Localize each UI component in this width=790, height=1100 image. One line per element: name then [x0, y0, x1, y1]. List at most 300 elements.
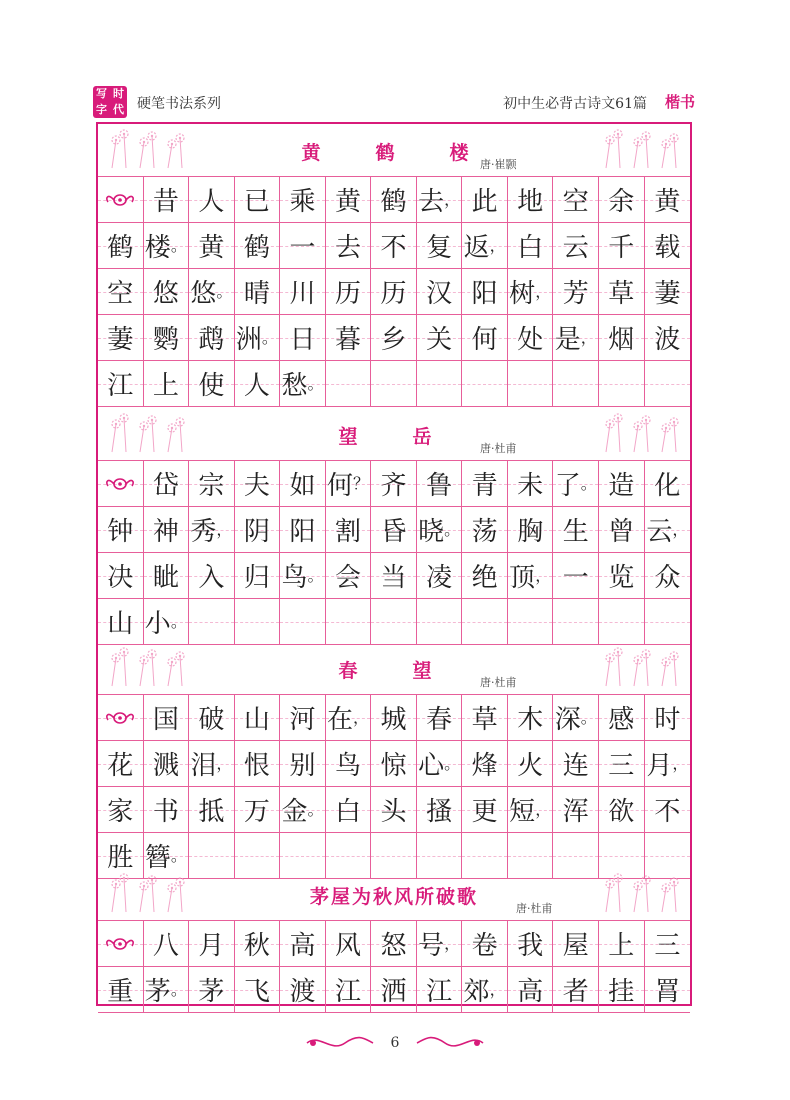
character: 去: [335, 233, 362, 263]
grid-cell: [98, 361, 144, 406]
grid-cell: [235, 921, 281, 966]
practice-grid: [98, 920, 690, 1013]
character: 萋: [654, 279, 681, 309]
grid-cell: [553, 599, 599, 644]
character: 钟: [107, 517, 134, 547]
grid-cell: [462, 553, 508, 598]
character: 家: [107, 797, 134, 827]
grid-cell: [553, 553, 599, 598]
character: 乘: [289, 187, 316, 217]
grid-row: [98, 967, 690, 1013]
character: 者: [562, 977, 589, 1007]
grid-cell: [144, 461, 190, 506]
character: 千: [608, 233, 635, 263]
punctuation-mark: ，: [580, 327, 597, 347]
grid-cell: [280, 553, 326, 598]
right-swirl-ornament-icon: [415, 1035, 485, 1051]
practice-grid: [98, 176, 690, 407]
grid-cell: [462, 967, 508, 1012]
grid-cell: [508, 223, 554, 268]
grid-cell: [417, 361, 463, 406]
punctuation-mark: ，: [672, 519, 689, 539]
character: 八: [152, 931, 179, 961]
grid-cell: [599, 921, 645, 966]
grid-cell: [371, 741, 417, 786]
grid-cell: [98, 599, 144, 644]
character: 入: [198, 563, 225, 593]
poem-author: 唐·杜甫: [480, 676, 517, 689]
grid-row: [98, 507, 690, 553]
grid-cell: [553, 269, 599, 314]
grid-cell: [599, 967, 645, 1012]
punctuation-mark: 。: [580, 707, 597, 727]
logo-char: 时: [113, 87, 124, 100]
grid-cell: [235, 507, 281, 552]
grid-cell: [553, 921, 599, 966]
copybook-frame: [96, 122, 692, 1006]
character: 愁: [281, 371, 308, 401]
character: 暮: [335, 325, 362, 355]
grid-cell: [371, 921, 417, 966]
grid-cell: [144, 361, 190, 406]
character: 齐: [380, 471, 407, 501]
grid-cell: [235, 741, 281, 786]
character: 绝: [471, 563, 498, 593]
grid-cell: [645, 921, 691, 966]
grid-cell: [508, 361, 554, 406]
grid-cell: [417, 599, 463, 644]
grid-cell: [144, 921, 190, 966]
grid-cell: [553, 461, 599, 506]
grid-cell: [189, 695, 235, 740]
grid-cell: [371, 269, 417, 314]
grid-cell: [280, 787, 326, 832]
grid-row: [98, 461, 690, 507]
grid-row: [98, 599, 690, 645]
logo-char: 写: [96, 87, 107, 100]
character: 人: [243, 371, 270, 401]
character: 春: [426, 705, 453, 735]
grid-cell: [645, 695, 691, 740]
character: 三: [608, 751, 635, 781]
grid-cell: [189, 599, 235, 644]
grid-cell: [645, 223, 691, 268]
grid-cell: [599, 269, 645, 314]
character: 当: [380, 563, 407, 593]
character: 不: [654, 797, 681, 827]
character: 时: [654, 705, 681, 735]
character: 空: [562, 187, 589, 217]
grid-cell: [462, 461, 508, 506]
punctuation-mark: 。: [170, 611, 187, 631]
grid-cell: [508, 741, 554, 786]
grid-cell: [280, 741, 326, 786]
character: 月: [646, 751, 673, 781]
character: 火: [517, 751, 544, 781]
character: 众: [654, 563, 681, 593]
practice-grid: [98, 460, 690, 645]
character: 岱: [152, 471, 179, 501]
grid-cell: [508, 315, 554, 360]
grid-cell: [553, 223, 599, 268]
grid-cell: [326, 553, 372, 598]
character: 风: [335, 931, 362, 961]
character: 何: [326, 471, 353, 501]
logo-char: 字: [96, 103, 107, 116]
grid-cell: [189, 315, 235, 360]
punctuation-mark: 。: [580, 473, 597, 493]
grid-cell: [98, 461, 144, 506]
character: 连: [562, 751, 589, 781]
grid-cell: [553, 741, 599, 786]
grid-cell: [98, 695, 144, 740]
character: 昔: [152, 187, 179, 217]
character: 云: [562, 233, 589, 263]
character: 罥: [654, 977, 681, 1007]
grid-cell: [235, 315, 281, 360]
grid-cell: [417, 223, 463, 268]
grid-cell: [235, 787, 281, 832]
punctuation-mark: 。: [170, 979, 187, 999]
grid-cell: [645, 787, 691, 832]
character: 宗: [198, 471, 225, 501]
character: 别: [289, 751, 316, 781]
grid-cell: [189, 461, 235, 506]
grid-cell: [98, 967, 144, 1012]
grid-cell: [280, 315, 326, 360]
grid-cell: [189, 921, 235, 966]
character: 深: [554, 705, 581, 735]
grid-cell: [371, 967, 417, 1012]
practice-grid: [98, 694, 690, 879]
character: 历: [380, 279, 407, 309]
grid-cell: [553, 177, 599, 222]
punctuation-mark: ，: [535, 565, 552, 585]
character: 是: [554, 325, 581, 355]
character: 号: [418, 931, 445, 961]
scroll-ornament-icon: [104, 934, 136, 954]
script-style-label: 楷书: [664, 93, 695, 111]
punctuation-mark: 。: [444, 753, 461, 773]
character: 江: [426, 977, 453, 1007]
character: 历: [335, 279, 362, 309]
grid-cell: [417, 315, 463, 360]
grid-cell: [144, 507, 190, 552]
character: 返: [463, 233, 490, 263]
scroll-ornament-icon: [104, 474, 136, 494]
character: 悠: [152, 279, 179, 309]
character: 地: [517, 187, 544, 217]
grid-cell: [144, 177, 190, 222]
poem-title: 望 岳: [338, 426, 450, 448]
grid-cell: [189, 553, 235, 598]
character: 使: [198, 371, 225, 401]
grid-cell: [371, 315, 417, 360]
grid-row: [98, 787, 690, 833]
character: 白: [517, 233, 544, 263]
punctuation-mark: ，: [444, 933, 461, 953]
character: 渡: [289, 977, 316, 1007]
grid-cell: [645, 461, 691, 506]
grid-cell: [189, 507, 235, 552]
character: 感: [608, 705, 635, 735]
grid-cell: [508, 461, 554, 506]
grid-cell: [462, 787, 508, 832]
punctuation-mark: ，: [535, 281, 552, 301]
grid-cell: [508, 177, 554, 222]
punctuation-mark: 。: [170, 235, 187, 255]
grid-cell: [417, 177, 463, 222]
punctuation-mark: ，: [216, 753, 233, 773]
character: 青: [471, 471, 498, 501]
character: 眦: [152, 563, 179, 593]
grid-cell: [645, 361, 691, 406]
poem-title-band: [98, 868, 690, 920]
punctuation-mark: ，: [353, 707, 370, 727]
grid-cell: [599, 223, 645, 268]
character: 书: [152, 797, 179, 827]
grid-cell: [417, 921, 463, 966]
character: 洒: [380, 977, 407, 1007]
character: 金: [281, 797, 308, 827]
character: 更: [471, 797, 498, 827]
character: 高: [517, 977, 544, 1007]
character: 凌: [426, 563, 453, 593]
character: 何: [471, 325, 498, 355]
grid-cell: [599, 361, 645, 406]
punctuation-mark: 。: [307, 373, 324, 393]
grid-cell: [371, 695, 417, 740]
punctuation-mark: 。: [307, 565, 324, 585]
grid-cell: [645, 177, 691, 222]
grid-cell: [553, 315, 599, 360]
page-number: 6: [390, 1034, 400, 1051]
character: 木: [517, 705, 544, 735]
grid-cell: [599, 553, 645, 598]
grid-cell: [280, 461, 326, 506]
grid-cell: [645, 967, 691, 1012]
character: 洲: [235, 325, 262, 355]
character: 阴: [243, 517, 270, 547]
character: 白: [335, 797, 362, 827]
character: 城: [380, 705, 407, 735]
page-header: [93, 86, 697, 120]
grid-cell: [417, 741, 463, 786]
grid-row: [98, 361, 690, 407]
punctuation-mark: ，: [489, 235, 506, 255]
character: 萋: [107, 325, 134, 355]
character: 归: [243, 563, 270, 593]
grid-cell: [280, 599, 326, 644]
grid-cell: [280, 223, 326, 268]
character: 河: [289, 705, 316, 735]
character: 屋: [562, 931, 589, 961]
grid-cell: [599, 599, 645, 644]
character: 乡: [380, 325, 407, 355]
character: 怒: [380, 931, 407, 961]
grid-cell: [235, 177, 281, 222]
grid-cell: [462, 361, 508, 406]
character: 神: [152, 517, 179, 547]
grid-cell: [235, 553, 281, 598]
grid-cell: [553, 787, 599, 832]
grid-cell: [462, 223, 508, 268]
poem-title: 茅屋为秋风所破歌: [309, 886, 478, 908]
character: 惊: [380, 751, 407, 781]
grid-cell: [144, 695, 190, 740]
grid-cell: [98, 223, 144, 268]
grid-cell: [645, 741, 691, 786]
grid-cell: [189, 967, 235, 1012]
character: 悠: [190, 279, 217, 309]
grid-cell: [462, 177, 508, 222]
grid-cell: [508, 695, 554, 740]
grid-row: [98, 741, 690, 787]
character: 一: [562, 563, 589, 593]
punctuation-mark: 。: [307, 799, 324, 819]
grid-cell: [508, 787, 554, 832]
character: 高: [289, 931, 316, 961]
character: 余: [608, 187, 635, 217]
character: 决: [107, 563, 134, 593]
character: 川: [289, 279, 316, 309]
character: 恨: [243, 751, 270, 781]
grid-cell: [235, 361, 281, 406]
character: 头: [380, 797, 407, 827]
grid-cell: [599, 315, 645, 360]
grid-cell: [599, 741, 645, 786]
punctuation-mark: ，: [216, 519, 233, 539]
grid-cell: [280, 507, 326, 552]
character: 汉: [426, 279, 453, 309]
character: 山: [107, 609, 134, 639]
character: 浑: [562, 797, 589, 827]
grid-cell: [280, 269, 326, 314]
grid-cell: [371, 787, 417, 832]
punctuation-mark: 。: [170, 845, 187, 865]
grid-cell: [645, 553, 691, 598]
series-logo: [93, 86, 127, 118]
grid-cell: [417, 269, 463, 314]
character: 秀: [190, 517, 217, 547]
character: 阳: [471, 279, 498, 309]
character: 造: [608, 471, 635, 501]
character: 万: [243, 797, 270, 827]
character: 览: [608, 563, 635, 593]
character: 曾: [608, 517, 635, 547]
scroll-ornament-icon: [104, 708, 136, 728]
character: 割: [335, 517, 362, 547]
grid-cell: [98, 787, 144, 832]
character: 卷: [471, 931, 498, 961]
character: 化: [654, 471, 681, 501]
character: 载: [654, 233, 681, 263]
character: 茅: [144, 977, 171, 1007]
grid-cell: [326, 599, 372, 644]
grid-cell: [144, 269, 190, 314]
grid-cell: [417, 507, 463, 552]
character: 我: [517, 931, 544, 961]
character: 草: [471, 705, 498, 735]
grid-cell: [235, 695, 281, 740]
grid-cell: [371, 461, 417, 506]
grid-cell: [280, 967, 326, 1012]
grid-row: [98, 269, 690, 315]
left-swirl-ornament-icon: [305, 1035, 375, 1051]
grid-cell: [462, 269, 508, 314]
grid-cell: [462, 921, 508, 966]
grid-cell: [326, 223, 372, 268]
character: 树: [509, 279, 536, 309]
character: 此: [471, 187, 498, 217]
punctuation-mark: 。: [444, 519, 461, 539]
grid-cell: [371, 177, 417, 222]
grid-cell: [417, 553, 463, 598]
grid-cell: [508, 553, 554, 598]
grid-cell: [326, 315, 372, 360]
poem-title-band: [98, 408, 690, 460]
character: 破: [198, 705, 225, 735]
grid-cell: [144, 223, 190, 268]
character: 黄: [654, 187, 681, 217]
grid-cell: [508, 921, 554, 966]
grid-cell: [417, 787, 463, 832]
grid-cell: [371, 599, 417, 644]
grid-cell: [98, 315, 144, 360]
grid-cell: [235, 967, 281, 1012]
grid-cell: [326, 177, 372, 222]
grid-cell: [462, 741, 508, 786]
character: 烟: [608, 325, 635, 355]
character: 烽: [471, 751, 498, 781]
character: 关: [426, 325, 453, 355]
punctuation-mark: ，: [535, 799, 552, 819]
grid-cell: [599, 177, 645, 222]
grid-cell: [417, 695, 463, 740]
character: 短: [509, 797, 536, 827]
grid-cell: [371, 507, 417, 552]
character: 上: [152, 371, 179, 401]
grid-cell: [98, 507, 144, 552]
grid-cell: [326, 361, 372, 406]
grid-cell: [508, 599, 554, 644]
character: 抵: [198, 797, 225, 827]
character: 鸟: [335, 751, 362, 781]
grid-cell: [371, 223, 417, 268]
character: 夫: [243, 471, 270, 501]
character: 昏: [380, 517, 407, 547]
character: 鹤: [243, 233, 270, 263]
character: 去: [418, 187, 445, 217]
grid-cell: [144, 787, 190, 832]
grid-cell: [326, 461, 372, 506]
character: 鲁: [426, 471, 453, 501]
grid-cell: [462, 315, 508, 360]
character: 波: [654, 325, 681, 355]
character: 未: [517, 471, 544, 501]
grid-cell: [326, 787, 372, 832]
character: 泪: [190, 751, 217, 781]
character: 黄: [198, 233, 225, 263]
character: 了: [554, 471, 581, 501]
poem-author: 唐·杜甫: [516, 902, 553, 915]
character: 小: [144, 609, 171, 639]
grid-row: [98, 315, 690, 361]
character: 云: [646, 517, 673, 547]
grid-cell: [645, 507, 691, 552]
character: 日: [289, 325, 316, 355]
grid-cell: [280, 921, 326, 966]
